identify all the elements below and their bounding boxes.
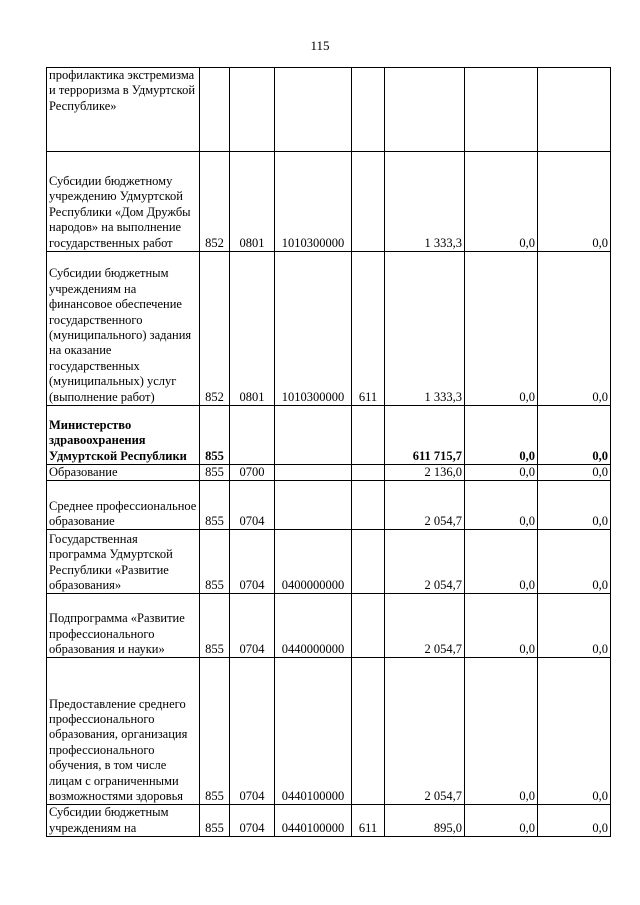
- section-code: 0801: [230, 252, 275, 406]
- ved-code: 855: [200, 658, 230, 805]
- row-name: Министерство здравоохранения Удмуртской Республики: [47, 406, 200, 465]
- amount-year1: 2 054,7: [385, 658, 465, 805]
- row-name: Среднее профессиональное образование: [47, 481, 200, 530]
- table-row: [47, 152, 611, 252]
- amount-year2: 0,0: [465, 465, 538, 481]
- table-row: [47, 658, 611, 805]
- section-code: 0704: [230, 658, 275, 805]
- ved-code: 855: [200, 406, 230, 465]
- table-row: [47, 252, 611, 406]
- target-article-code: [275, 465, 352, 481]
- amount-year3: 0,0: [538, 594, 611, 658]
- target-article-code: 0400000000: [275, 530, 352, 594]
- page-number: 115: [310, 38, 330, 53]
- section-code: [230, 68, 275, 152]
- amount-year3: [538, 68, 611, 152]
- ved-code: 855: [200, 594, 230, 658]
- target-article-code: 0440100000: [275, 805, 352, 837]
- expense-type-code: [352, 658, 385, 805]
- row-name: Субсидии бюджетным учреждениям на финансовое обеспечение государственного (муниципального) задания на оказание государственных (муниципальных) услуг (выполнение работ): [47, 252, 200, 406]
- table-row: [47, 530, 611, 594]
- table-row: [47, 481, 611, 530]
- target-article-code: 0440100000: [275, 658, 352, 805]
- expense-type-code: [352, 594, 385, 658]
- row-name: Субсидии бюджетным учреждениям на: [47, 805, 200, 837]
- target-article-code: 1010300000: [275, 152, 352, 252]
- expense-type-code: [352, 530, 385, 594]
- table-row: [47, 805, 611, 837]
- amount-year2: 0,0: [465, 481, 538, 530]
- section-code: 0700: [230, 465, 275, 481]
- amount-year2: 0,0: [465, 406, 538, 465]
- amount-year1: [385, 68, 465, 152]
- target-article-code: [275, 481, 352, 530]
- amount-year2: 0,0: [465, 530, 538, 594]
- amount-year2: 0,0: [465, 658, 538, 805]
- table-row: [47, 465, 611, 481]
- expense-type-code: 611: [352, 252, 385, 406]
- amount-year1: 2 136,0: [385, 465, 465, 481]
- amount-year3: 0,0: [538, 658, 611, 805]
- amount-year2: 0,0: [465, 594, 538, 658]
- section-code: 0801: [230, 152, 275, 252]
- amount-year3: 0,0: [538, 530, 611, 594]
- amount-year1: 1 333,3: [385, 152, 465, 252]
- ved-code: 855: [200, 530, 230, 594]
- target-article-code: [275, 68, 352, 152]
- ved-code: [200, 68, 230, 152]
- row-name: Предоставление среднего профессионального образования, организация профессионального обучения, в том числе лицам с ограниченными возможностями здоровья: [47, 658, 200, 805]
- amount-year1: 895,0: [385, 805, 465, 837]
- section-code: 0704: [230, 805, 275, 837]
- amount-year3: 0,0: [538, 481, 611, 530]
- ved-code: 855: [200, 805, 230, 837]
- section-code: 0704: [230, 481, 275, 530]
- section-code: [230, 406, 275, 465]
- expense-type-code: [352, 68, 385, 152]
- table-row: [47, 594, 611, 658]
- expense-type-code: [352, 152, 385, 252]
- amount-year1: 611 715,7: [385, 406, 465, 465]
- amount-year2: [465, 68, 538, 152]
- expense-type-code: 611: [352, 805, 385, 837]
- row-name: профилактика экстремизма и терроризма в Удмуртской Республике»: [47, 68, 200, 152]
- row-name: Государственная программа Удмуртской Республики «Развитие образования»: [47, 530, 200, 594]
- table-row: [47, 406, 611, 465]
- ved-code: 855: [200, 481, 230, 530]
- target-article-code: 0440000000: [275, 594, 352, 658]
- table-row: [47, 68, 611, 152]
- amount-year1: 1 333,3: [385, 252, 465, 406]
- expense-type-code: [352, 406, 385, 465]
- expense-type-code: [352, 481, 385, 530]
- amount-year3: 0,0: [538, 252, 611, 406]
- ved-code: 855: [200, 465, 230, 481]
- amount-year3: 0,0: [538, 406, 611, 465]
- amount-year1: 2 054,7: [385, 594, 465, 658]
- amount-year2: 0,0: [465, 252, 538, 406]
- section-code: 0704: [230, 530, 275, 594]
- row-name: Субсидии бюджетному учреждению Удмуртской Республики «Дом Дружбы народов» на выполнение государственных работ: [47, 152, 200, 252]
- amount-year2: 0,0: [465, 805, 538, 837]
- amount-year3: 0,0: [538, 152, 611, 252]
- target-article-code: 1010300000: [275, 252, 352, 406]
- amount-year3: 0,0: [538, 465, 611, 481]
- row-name: Образование: [47, 465, 200, 481]
- row-name: Подпрограмма «Развитие профессионального образования и науки»: [47, 594, 200, 658]
- expense-type-code: [352, 465, 385, 481]
- target-article-code: [275, 406, 352, 465]
- amount-year1: 2 054,7: [385, 481, 465, 530]
- ved-code: 852: [200, 252, 230, 406]
- section-code: 0704: [230, 594, 275, 658]
- amount-year1: 2 054,7: [385, 530, 465, 594]
- amount-year2: 0,0: [465, 152, 538, 252]
- ved-code: 852: [200, 152, 230, 252]
- budget-table: [46, 67, 611, 837]
- amount-year3: 0,0: [538, 805, 611, 837]
